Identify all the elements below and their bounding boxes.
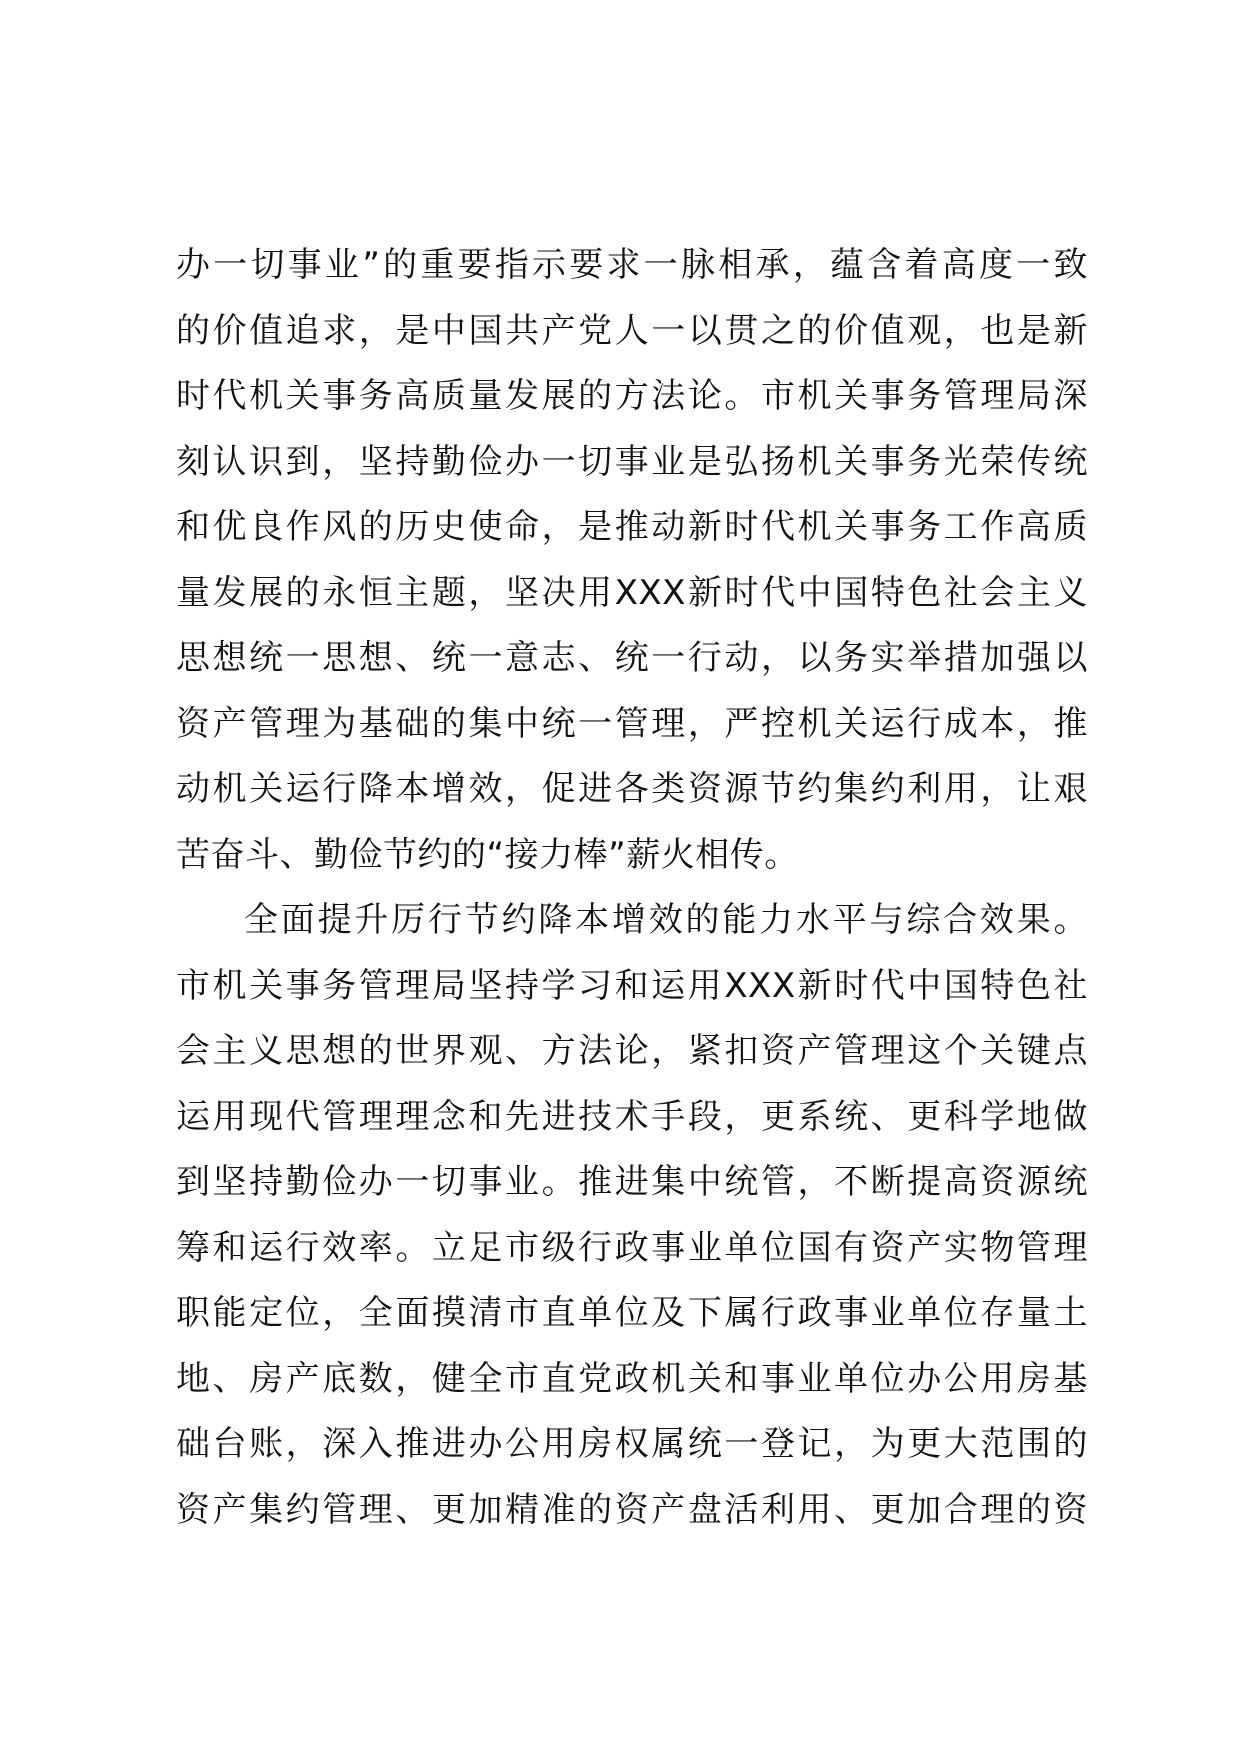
paragraph-heading-line: 全面提升厉行节约降本增效的能力水平与综合效果。 xyxy=(244,900,1088,940)
paragraph-line: 市机关事务管理局坚持学习和运用XXX新时代中国特色社 xyxy=(176,965,1088,1006)
paragraph-line: 地、房产底数，健全市直党政机关和事业单位办公用房基 xyxy=(176,1358,1088,1399)
paragraph-line: 量发展的永恒主题，坚决用XXX新时代中国特色社会主义 xyxy=(176,572,1088,613)
paragraph-line: 苦奋斗、勤俭节约的“接力棒”薪火相传。 xyxy=(176,834,799,875)
paragraph-2 xyxy=(176,888,1088,1543)
document-body xyxy=(176,233,1088,1543)
paragraph-line: 职能定位，全面摸清市直单位及下属行政事业单位存量土 xyxy=(176,1293,1088,1333)
paragraph-line: 动机关运行降本增效，促进各类资源节约集约利用，让艰 xyxy=(176,769,1088,809)
paragraph-line: 的价值追求，是中国共产党人一以贯之的价值观，也是新 xyxy=(176,310,1088,351)
paragraph-line: 运用现代管理理念和先进技术手段，更系统、更科学地做 xyxy=(176,1096,1088,1137)
paragraph-line: 资产管理为基础的集中统一管理，严控机关运行成本，推 xyxy=(176,703,1088,744)
paragraph-line: 思想统一思想、统一意志、统一行动，以务实举措加强以 xyxy=(176,638,1088,678)
paragraph-line: 办一切事业”的重要指示要求一脉相承，蕴含着高度一致 xyxy=(176,245,1088,285)
paragraph-line: 到坚持勤俭办一切事业。推进集中统管，不断提高资源统 xyxy=(176,1162,1088,1202)
paragraph-line: 时代机关事务高质量发展的方法论。市机关事务管理局深 xyxy=(176,376,1088,416)
paragraph-line: 资产集约管理、更加精准的资产盘活利用、更加合理的资 xyxy=(176,1489,1088,1530)
paragraph-line: 会主义思想的世界观、方法论，紧扣资产管理这个关键点 xyxy=(176,1031,1088,1071)
paragraph-line: 刻认识到，坚持勤俭办一切事业是弘扬机关事务光荣传统 xyxy=(176,441,1088,482)
paragraph-1 xyxy=(176,233,1088,888)
paragraph-line: 和优良作风的历史使命，是推动新时代机关事务工作高质 xyxy=(176,507,1088,547)
paragraph-line: 筹和运行效率。立足市级行政事业单位国有资产实物管理 xyxy=(176,1227,1088,1268)
paragraph-line: 础台账，深入推进办公用房权属统一登记，为更大范围的 xyxy=(176,1424,1088,1464)
